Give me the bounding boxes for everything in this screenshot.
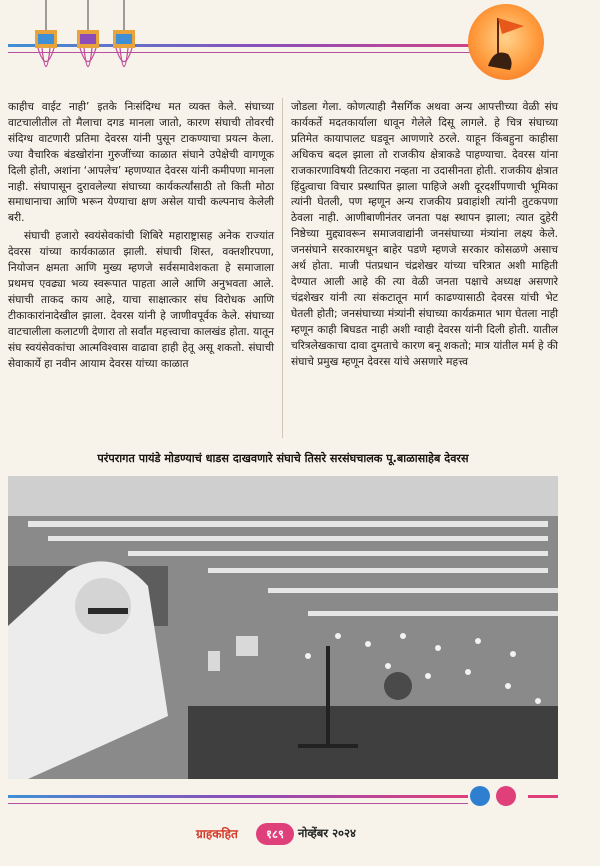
- page-number: १८९: [256, 823, 294, 845]
- column-divider: [282, 98, 283, 438]
- lantern-decoration-icon: [20, 0, 150, 95]
- magazine-name: ग्राहकहित: [196, 827, 238, 841]
- footer-rule-right: [528, 795, 558, 798]
- paragraph: संघाची हजारो स्वयंसेवकांची शिबिरे महाराष्ट्रासह अनेक राज्यांत देवरस यांच्या कार्यकाळात झाली. संघाची शिस्त, वक्तशीरपणा, नियोजन क्षमता आणि मुख्य म्हणजे सर्वसमावेशकता हे समाजाला प्रथमच एवढ्या भव्य स्वरूपात पाहता आले आणि अनुभवता आले. संघाची ताकद काय आहे, याचा साक्षात्कार संघ विरोधक आणि टीकाकारांनादेखील झाला. देवरस यांनी हे जाणीवपूर्वक केले. संघाच्या वाटचालीला कलाटणी देणारा तो सर्वांत महत्त्वाचा कालखंड होता. यातून संघ स्वयंसेवकांचा आत्मविश्वास वाढावा हाही हेतू असू शकतो. संघाची सेवाकार्ये हा नवीन आयाम देवरस यांच्या काळात: [8, 230, 274, 370]
- article-column-right: [291, 100, 558, 370]
- saffron-flag-icon: [468, 4, 544, 80]
- paragraph: जोडला गेला. कोणत्याही नैसर्गिक अथवा अन्य आपत्तीच्या वेळी संघ कार्यकर्ते मदतकार्याला धावून गेलेले दिसू लागले. हे चित्र संघाच्या प्रतिमेत कायापालट घडवून आणणारे ठरले. याहून किंबहुना काहीसा अधिकच बदल झाला तो राजकीय क्षेत्राकडे पाहण्याचा. देवरस यांना राजकारणाविषयी तिटकारा नव्हता ना उदासीनता होती. राजकीय क्षेत्रात हिंदुत्वाचा विचार प्रस्थापित झाला पाहिजे अशी दूरदर्शीपणाची भूमिका त्यांनी घेतली, पण म्हणून अन्य राजकीय प्रवाहांशी त्यांनी तुटकपणा ठेवला नाही. आणीबाणीनंतर जनता पक्ष स्थापन झाला; त्यात दुहेरी निष्ठेच्या मुद्द्यावरून समाजवाद्यांनी जनसंघाच्या मंत्र्यांना लक्ष्य केले. जनसंघाने सरकारमधून बाहेर पडणे म्हणजे सरकार कोसळणे असाच अर्थ होता. माजी पंतप्रधान चंद्रशेखर यांच्या चरित्रात अशी माहिती देण्यात आली आहे की त्या वेळी जनता पक्षाचे अध्यक्ष असणारे चंद्रशेखर यांनी त्या संकटातून मार्ग काढण्यासाठी देवरस यांची भेट घेतली होती; जनसंघाच्या मंत्र्यांनी संघाच्या कार्यक्रमात भाग घेतला नाही म्हणून काही बिघडत नाही अशी ग्वाही देवरस यांनी दिली होती. यातील चरित्रलेखकाचा दावा दुमताचे कारण बनू शकतो; मात्र यांतील मर्म हे की संघाचे प्रमुख म्हणून देवरस यांचे असणारे महत्त्व: [291, 101, 558, 368]
- photo-caption: परंपरागत पायंडे मोडण्याचं धाडस दाखवणारे संघाचे तिसरे सरसंघचालक पू.बाळासाहेब देवरस: [97, 452, 469, 465]
- emblem-badge: [468, 4, 544, 80]
- footer-rule: [8, 795, 468, 798]
- paragraph: काहीच वाईट नाही’ इतके निःसंदिग्ध मत व्यक्त केले. संघाच्या वाटचालीतील तो मैलाचा दगड मानला जातो, कारण संघाची तोवरची संदिग्ध वाटणारी प्रतिमा देवरस यांनी पुसून टाकण्याचा प्रयत्न केला. ज्या वैचारिक बंडखोरांना गुरुजींच्या काळात संघाने उपेक्षेची वागणूक दिली होती, अशांना ‘आपलेच’ म्हणण्यात देवरस यांनी कमीपणा मानला नाही. संघापासून दुरावलेल्या संघाच्या कार्यकर्त्यांसाठी तो किती मोठा समाधानाचा आणि भरून येण्याचा क्षण असेल याची कल्पनाच केलेली बरी.: [8, 101, 274, 225]
- logo-icon: [496, 786, 516, 806]
- article-column-left: [8, 100, 274, 372]
- rally-photo-illustration: [8, 476, 558, 779]
- footer-rule-thin: [8, 803, 468, 804]
- page-footer: [0, 823, 600, 847]
- event-photograph: [8, 476, 558, 779]
- issue-date: नोव्हेंबर २०२४: [298, 826, 356, 840]
- logo-icon: [470, 786, 490, 806]
